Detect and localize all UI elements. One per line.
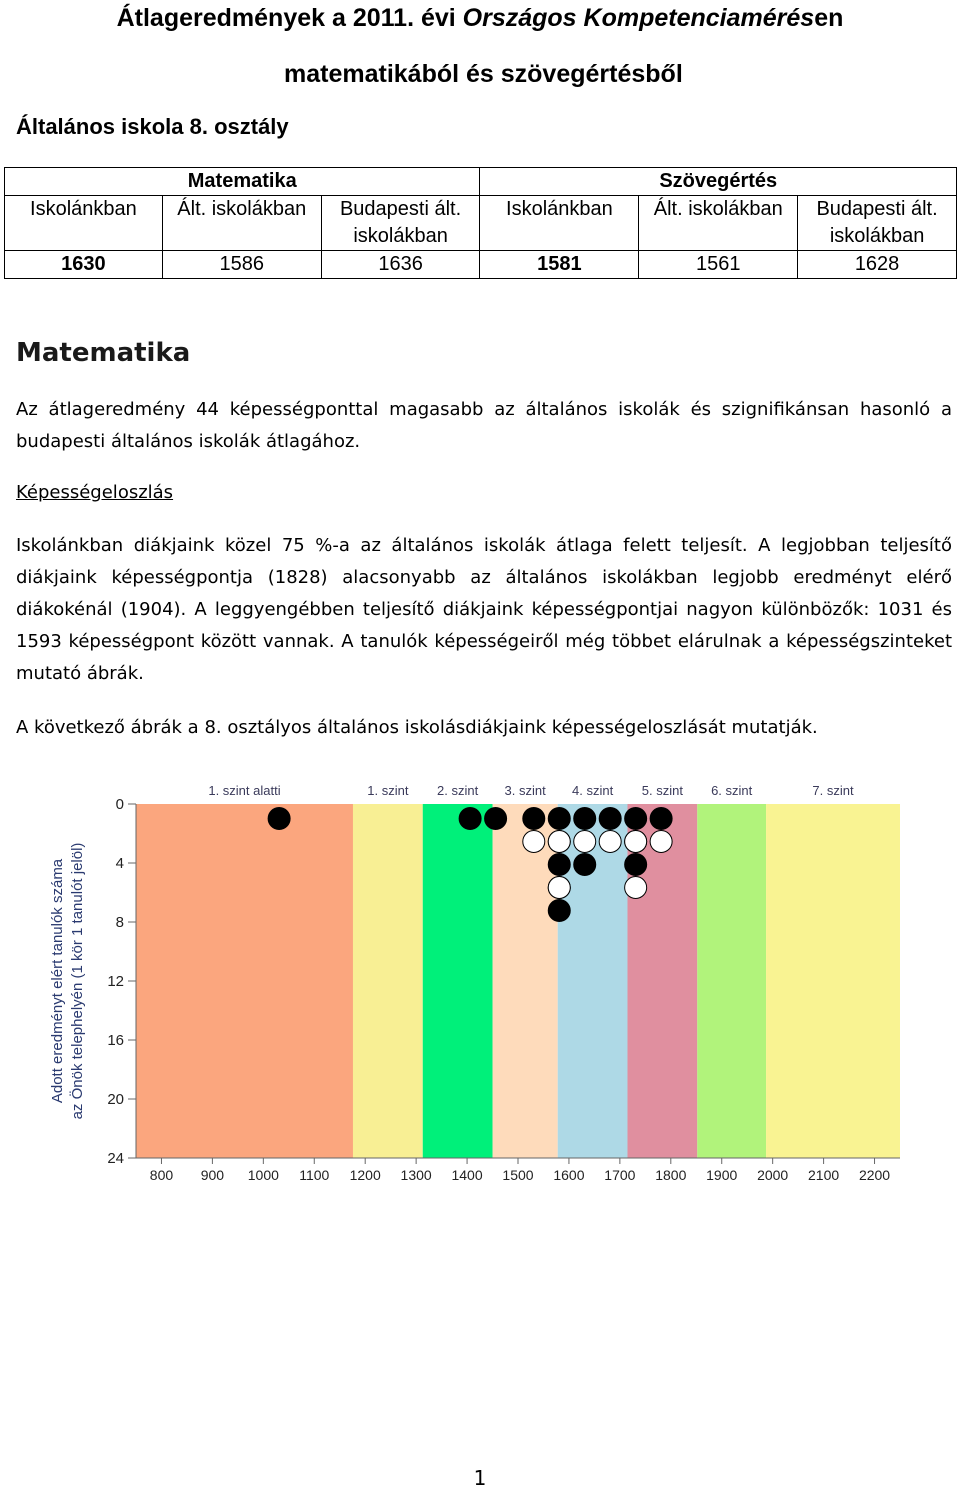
school-type-heading: Általános iskola 8. osztály: [16, 114, 289, 139]
results-group-row: [5, 168, 957, 196]
title-part-1: Átlageredmények a 2011. évi: [116, 4, 463, 32]
title-part-3: en: [814, 4, 844, 32]
student-dot: [625, 877, 647, 899]
document-title: [0, 4, 960, 33]
level-band: [697, 804, 766, 1158]
x-tick-label: 1200: [349, 1167, 381, 1183]
x-tick-label: 2000: [757, 1167, 789, 1183]
math-col-general: Ált. iskolákban: [162, 196, 321, 251]
x-tick-label: 1300: [400, 1167, 432, 1183]
reading-col-general: Ált. iskolákban: [639, 196, 798, 251]
x-tick-label: 1500: [502, 1167, 534, 1183]
math-ours-value: 1630: [5, 251, 163, 279]
x-tick-label: 1100: [299, 1167, 330, 1183]
reading-col-budapest-l2: iskolákban: [829, 225, 925, 247]
x-tick-label: 900: [200, 1167, 225, 1183]
student-dot: [523, 808, 545, 830]
math-col-ours: Iskolánkban: [5, 196, 163, 251]
y-tick-label: 12: [107, 973, 124, 990]
student-dot: [574, 854, 596, 876]
reading-col-ours: Iskolánkban: [480, 196, 639, 251]
reading-budapest-value: 1628: [798, 251, 957, 279]
student-dot: [574, 831, 596, 853]
level-band: [136, 804, 353, 1158]
student-dot: [625, 808, 647, 830]
student-dot: [459, 808, 481, 830]
x-tick-label: 1900: [706, 1167, 738, 1183]
student-dot: [485, 808, 507, 830]
student-dot: [599, 831, 621, 853]
y-axis-label-line1: Adott eredményt elért tanulók száma: [49, 858, 66, 1104]
level-band-label: 1. szint alatti: [208, 783, 281, 798]
level-band-label: 3. szint: [504, 783, 546, 798]
reading-general-value: 1561: [639, 251, 798, 279]
x-tick-label: 2100: [808, 1167, 840, 1183]
x-tick-label: 2200: [858, 1167, 891, 1183]
math-col-budapest-l2: iskolákban: [353, 225, 448, 247]
level-band-label: 2. szint: [437, 783, 479, 798]
y-tick-label: 4: [115, 855, 124, 872]
y-axis-label-line2: az Önök telephelyén (1 kör 1 tanulót jelöl): [69, 842, 86, 1120]
x-tick-label: 1600: [553, 1167, 585, 1183]
paragraph-distribution: Iskolánkban diákjaink közel 75 %-a az általános iskolák átlaga felett teljesít. A legjobban teljesítő diákjaink képességpontja (1828) alacsonyabb az általános iskolákban legjobb eredményt elérő diákokénál (1904). A leggyengébben teljesítő diákjaink képességpontjai nagyon különbözők: 1031 és 1593 képességpont között vannak. A tanulók képességeiről még többet elárulnak a képességszinteket mutató ábrák.: [16, 535, 952, 684]
x-tick-label: 1800: [655, 1167, 687, 1183]
results-table: [4, 167, 957, 279]
student-dot: [548, 808, 570, 830]
document-subtitle: matematikából és szövegértésből: [284, 60, 683, 88]
title-part-2: Országos Kompetenciamérés: [462, 4, 815, 32]
results-value-row: [5, 251, 957, 279]
x-tick-label: 1400: [451, 1167, 483, 1183]
student-dot: [268, 808, 290, 830]
x-tick-label: 800: [149, 1167, 174, 1183]
ability-distribution-chart: [40, 772, 920, 1192]
page-number: 1: [473, 1466, 487, 1488]
level-band-label: 7. szint: [812, 783, 854, 798]
math-budapest-value: 1636: [321, 251, 480, 279]
level-band: [766, 804, 900, 1158]
level-band: [493, 804, 558, 1158]
student-dot: [548, 900, 570, 922]
student-dot: [523, 831, 545, 853]
student-dot: [599, 808, 621, 830]
student-dot: [625, 831, 647, 853]
reading-col-budapest-l1: Budapesti ált.: [816, 198, 938, 220]
reading-ours-value: 1581: [480, 251, 639, 279]
x-tick-label: 1000: [247, 1167, 279, 1183]
paragraph-summary: Az átlageredmény 44 képességponttal magasabb az általános iskolák és szignifikánsan hasonló a budapesti általános iskolák átlagához.: [16, 399, 952, 452]
distribution-link[interactable]: Képességeloszlás: [16, 482, 174, 503]
student-dot: [548, 854, 570, 876]
y-tick-label: 20: [107, 1091, 124, 1108]
results-header-row: [5, 196, 957, 251]
reading-col-budapest: [798, 196, 957, 251]
student-dot: [548, 831, 570, 853]
section-heading: Matematika: [16, 338, 191, 368]
y-tick-label: 8: [115, 914, 124, 931]
math-col-budapest-l1: Budapesti ált.: [339, 198, 462, 220]
student-dot: [574, 808, 596, 830]
student-dot: [650, 808, 672, 830]
student-dot: [548, 877, 570, 899]
group-math: Matematika: [5, 168, 480, 196]
y-tick-label: 16: [107, 1032, 124, 1049]
level-band-label: 1. szint: [367, 783, 409, 798]
paragraph-figures-intro: A következő ábrák a 8. osztályos általános iskolásdiákjaink képességeloszlását mutatják.: [16, 717, 818, 738]
level-band-label: 6. szint: [711, 783, 753, 798]
level-band-label: 4. szint: [572, 783, 614, 798]
level-band: [353, 804, 423, 1158]
y-tick-label: 24: [107, 1150, 124, 1167]
level-band-label: 5. szint: [641, 783, 683, 798]
math-general-value: 1586: [162, 251, 321, 279]
x-tick-label: 1700: [604, 1167, 636, 1183]
y-tick-label: 0: [115, 796, 124, 813]
level-band: [423, 804, 493, 1158]
group-reading: Szövegértés: [480, 168, 957, 196]
student-dot: [625, 854, 647, 876]
math-col-budapest: [321, 196, 480, 251]
student-dot: [650, 831, 672, 853]
